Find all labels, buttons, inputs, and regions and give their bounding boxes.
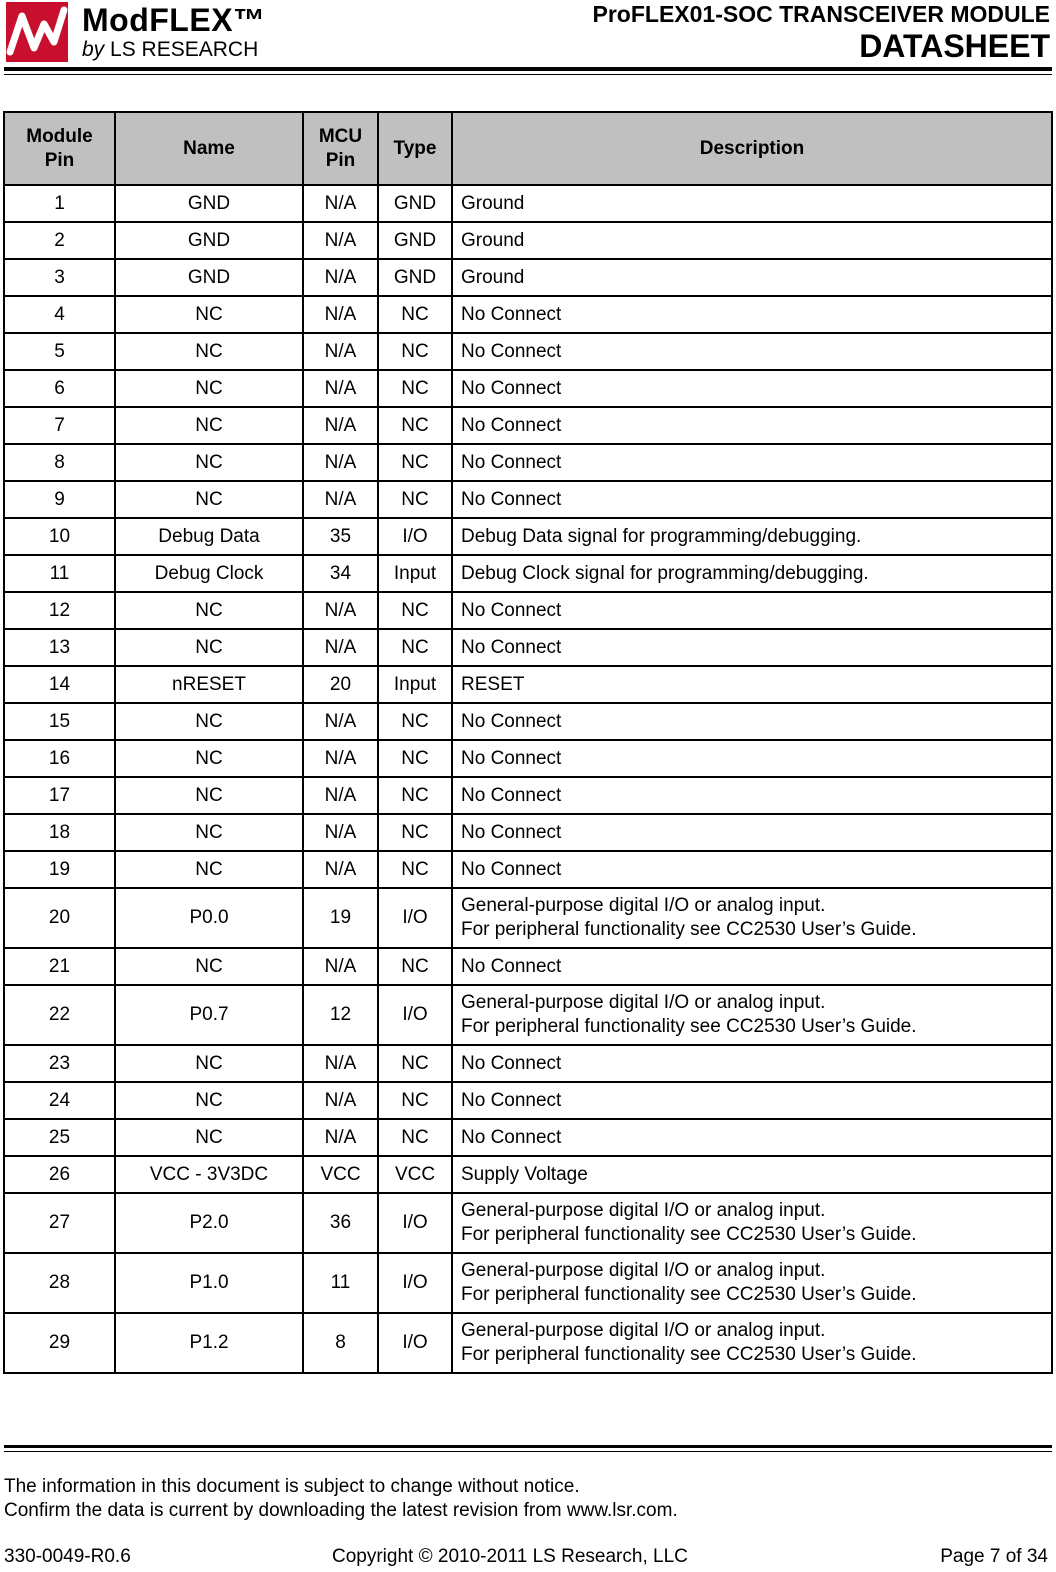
description-line: For peripheral functionality see CC2530 User’s Guide. [461, 1344, 917, 1365]
cell-module-pin: 13 [4, 629, 115, 666]
copyright-notice: Copyright © 2010-2011 LS Research, LLC [332, 1546, 688, 1567]
cell-name: GND [115, 222, 303, 259]
cell-description [452, 481, 1052, 518]
table-row [4, 185, 1052, 222]
cell-description [452, 666, 1052, 703]
table-row [4, 703, 1052, 740]
cell-mcu-pin: N/A [303, 333, 378, 370]
cell-name: NC [115, 740, 303, 777]
document-subtitle: DATASHEET [859, 28, 1050, 64]
cell-mcu-pin: N/A [303, 1082, 378, 1119]
cell-description [452, 444, 1052, 481]
pinout-table-body [4, 185, 1052, 1373]
cell-mcu-pin: VCC [303, 1156, 378, 1193]
description-line: For peripheral functionality see CC2530 User’s Guide. [461, 1016, 917, 1037]
description-line: No Connect [461, 377, 562, 399]
cell-name: GND [115, 259, 303, 296]
description-line: RESET [461, 673, 525, 695]
cell-type: I/O [378, 1253, 452, 1313]
cell-mcu-pin: N/A [303, 851, 378, 888]
description-line: Debug Clock signal for programming/debugging. [461, 562, 869, 584]
cell-module-pin: 3 [4, 259, 115, 296]
table-row [4, 740, 1052, 777]
cell-type: NC [378, 740, 452, 777]
cell-module-pin: 23 [4, 1045, 115, 1082]
logo-brand: ModFLEX™ [82, 2, 266, 38]
document-number: 330-0049-R0.6 [4, 1546, 131, 1567]
cell-type: NC [378, 851, 452, 888]
cell-type: I/O [378, 985, 452, 1045]
description-line: Debug Data signal for programming/debugging. [461, 525, 862, 547]
cell-description [452, 629, 1052, 666]
cell-description [452, 1313, 1052, 1373]
cell-description [452, 888, 1052, 948]
cell-type: Input [378, 555, 452, 592]
table-row [4, 333, 1052, 370]
table-row [4, 1156, 1052, 1193]
cell-mcu-pin: 11 [303, 1253, 378, 1313]
cell-name: VCC - 3V3DC [115, 1156, 303, 1193]
description-line: Supply Voltage [461, 1163, 588, 1185]
cell-name: NC [115, 851, 303, 888]
description-line: General-purpose digital I/O or analog input. [461, 1260, 826, 1281]
cell-mcu-pin: N/A [303, 444, 378, 481]
cell-name: NC [115, 948, 303, 985]
table-row [4, 444, 1052, 481]
description-line: For peripheral functionality see CC2530 User’s Guide. [461, 1284, 917, 1305]
cell-type: NC [378, 592, 452, 629]
cell-module-pin: 21 [4, 948, 115, 985]
cell-description [452, 370, 1052, 407]
cell-module-pin: 12 [4, 592, 115, 629]
cell-description [452, 740, 1052, 777]
cell-mcu-pin: 20 [303, 666, 378, 703]
cell-name: Debug Data [115, 518, 303, 555]
cell-name: NC [115, 1119, 303, 1156]
cell-module-pin: 29 [4, 1313, 115, 1373]
cell-module-pin: 19 [4, 851, 115, 888]
cell-name: NC [115, 1082, 303, 1119]
column-header-module-pin: Module Pin [4, 112, 115, 185]
description-line: No Connect [461, 340, 562, 362]
description-line: No Connect [461, 858, 562, 880]
cell-description [452, 555, 1052, 592]
cell-name: NC [115, 777, 303, 814]
cell-mcu-pin: N/A [303, 370, 378, 407]
cell-name: NC [115, 703, 303, 740]
cell-mcu-pin: N/A [303, 629, 378, 666]
cell-module-pin: 22 [4, 985, 115, 1045]
cell-type: NC [378, 444, 452, 481]
cell-description [452, 777, 1052, 814]
description-line: No Connect [461, 414, 562, 436]
description-line: No Connect [461, 821, 562, 843]
cell-module-pin: 14 [4, 666, 115, 703]
description-line: No Connect [461, 1089, 562, 1111]
cell-description [452, 296, 1052, 333]
table-row [4, 222, 1052, 259]
cell-module-pin: 6 [4, 370, 115, 407]
cell-description [452, 518, 1052, 555]
change-notice [4, 1475, 678, 1523]
cell-module-pin: 16 [4, 740, 115, 777]
cell-description [452, 1082, 1052, 1119]
cell-mcu-pin: 35 [303, 518, 378, 555]
cell-description [452, 814, 1052, 851]
cell-module-pin: 20 [4, 888, 115, 948]
cell-name: NC [115, 333, 303, 370]
cell-type: Input [378, 666, 452, 703]
cell-type: NC [378, 1045, 452, 1082]
description-line: No Connect [461, 451, 562, 473]
cell-type: NC [378, 481, 452, 518]
header-rule-thick [4, 67, 1052, 71]
cell-mcu-pin: N/A [303, 814, 378, 851]
cell-mcu-pin: N/A [303, 185, 378, 222]
table-row [4, 1193, 1052, 1253]
document-title: ProFLEX01-SOC TRANSCEIVER MODULE [592, 1, 1050, 27]
cell-type: NC [378, 333, 452, 370]
description-line: No Connect [461, 1052, 562, 1074]
cell-type: NC [378, 777, 452, 814]
cell-mcu-pin: 12 [303, 985, 378, 1045]
modflex-logo-mark [6, 2, 68, 62]
cell-type: NC [378, 370, 452, 407]
table-row [4, 851, 1052, 888]
description-line: No Connect [461, 710, 562, 732]
cell-module-pin: 17 [4, 777, 115, 814]
description-line: No Connect [461, 784, 562, 806]
table-row [4, 814, 1052, 851]
logo-subtitle [82, 38, 258, 62]
table-row [4, 259, 1052, 296]
cell-mcu-pin: N/A [303, 1045, 378, 1082]
cell-mcu-pin: 36 [303, 1193, 378, 1253]
cell-name: nRESET [115, 666, 303, 703]
cell-module-pin: 11 [4, 555, 115, 592]
table-header-row [4, 112, 1052, 185]
description-line: General-purpose digital I/O or analog input. [461, 992, 826, 1013]
cell-mcu-pin: N/A [303, 481, 378, 518]
table-row [4, 666, 1052, 703]
cell-description [452, 1193, 1052, 1253]
cell-name: NC [115, 370, 303, 407]
cell-mcu-pin: 8 [303, 1313, 378, 1373]
cell-type: NC [378, 814, 452, 851]
cell-mcu-pin: N/A [303, 296, 378, 333]
cell-type: NC [378, 296, 452, 333]
description-line: General-purpose digital I/O or analog input. [461, 895, 826, 916]
description-line: No Connect [461, 955, 562, 977]
cell-type: I/O [378, 518, 452, 555]
modflex-logo [6, 2, 286, 64]
cell-module-pin: 15 [4, 703, 115, 740]
description-line: No Connect [461, 636, 562, 658]
cell-module-pin: 24 [4, 1082, 115, 1119]
description-line: For peripheral functionality see CC2530 User’s Guide. [461, 1224, 917, 1245]
cell-name: GND [115, 185, 303, 222]
logo-company: LS RESEARCH [110, 38, 259, 61]
table-row [4, 481, 1052, 518]
document-title-block [593, 0, 1051, 64]
table-row [4, 1045, 1052, 1082]
description-line: Ground [461, 229, 525, 251]
cell-module-pin: 25 [4, 1119, 115, 1156]
table-row [4, 888, 1052, 948]
cell-mcu-pin: N/A [303, 592, 378, 629]
cell-type: I/O [378, 888, 452, 948]
cell-module-pin: 4 [4, 296, 115, 333]
cell-name: NC [115, 444, 303, 481]
cell-name: NC [115, 592, 303, 629]
cell-module-pin: 5 [4, 333, 115, 370]
pinout-table [3, 111, 1053, 1374]
cell-name: NC [115, 1045, 303, 1082]
logo-by: by [82, 38, 105, 61]
cell-module-pin: 18 [4, 814, 115, 851]
cell-name: NC [115, 296, 303, 333]
cell-mcu-pin: N/A [303, 703, 378, 740]
cell-mcu-pin: 19 [303, 888, 378, 948]
description-line: For peripheral functionality see CC2530 User’s Guide. [461, 919, 917, 940]
cell-type: NC [378, 1119, 452, 1156]
cell-module-pin: 8 [4, 444, 115, 481]
footer-rule-thick [4, 1445, 1052, 1448]
description-line: No Connect [461, 488, 562, 510]
cell-name: P0.0 [115, 888, 303, 948]
cell-description [452, 259, 1052, 296]
cell-mcu-pin: N/A [303, 222, 378, 259]
column-header-description: Description [452, 112, 1052, 185]
table-row [4, 518, 1052, 555]
cell-type: NC [378, 703, 452, 740]
cell-type: GND [378, 185, 452, 222]
table-row [4, 1082, 1052, 1119]
table-row [4, 407, 1052, 444]
page-number: Page 7 of 34 [940, 1546, 1048, 1567]
description-line: General-purpose digital I/O or analog input. [461, 1200, 826, 1221]
description-line: No Connect [461, 599, 562, 621]
description-line: Ground [461, 192, 525, 214]
description-line: No Connect [461, 1126, 562, 1148]
cell-description [452, 985, 1052, 1045]
table-row [4, 1119, 1052, 1156]
cell-name: NC [115, 629, 303, 666]
cell-module-pin: 27 [4, 1193, 115, 1253]
cell-name: Debug Clock [115, 555, 303, 592]
cell-name: NC [115, 814, 303, 851]
table-row [4, 985, 1052, 1045]
cell-mcu-pin: N/A [303, 777, 378, 814]
cell-module-pin: 28 [4, 1253, 115, 1313]
cell-name: P0.7 [115, 985, 303, 1045]
table-row [4, 370, 1052, 407]
description-line: General-purpose digital I/O or analog input. [461, 1320, 826, 1341]
cell-type: I/O [378, 1193, 452, 1253]
cell-description [452, 1119, 1052, 1156]
cell-description [452, 592, 1052, 629]
cell-description [452, 851, 1052, 888]
cell-name: NC [115, 481, 303, 518]
cell-description [452, 222, 1052, 259]
table-row [4, 948, 1052, 985]
cell-type: NC [378, 407, 452, 444]
cell-module-pin: 2 [4, 222, 115, 259]
cell-module-pin: 10 [4, 518, 115, 555]
cell-mcu-pin: N/A [303, 1119, 378, 1156]
cell-type: GND [378, 259, 452, 296]
cell-module-pin: 1 [4, 185, 115, 222]
cell-name: P1.0 [115, 1253, 303, 1313]
cell-module-pin: 26 [4, 1156, 115, 1193]
footer-rule-thin [4, 1451, 1052, 1452]
cell-description [452, 1156, 1052, 1193]
cell-type: NC [378, 1082, 452, 1119]
cell-type: I/O [378, 1313, 452, 1373]
cell-description [452, 1045, 1052, 1082]
table-row [4, 296, 1052, 333]
column-header-type: Type [378, 112, 452, 185]
notice-line-2: Confirm the data is current by downloading the latest revision from www.lsr.com. [4, 1500, 678, 1521]
column-header-name: Name [115, 112, 303, 185]
notice-line-1: The information in this document is subject to change without notice. [4, 1476, 580, 1497]
cell-description [452, 333, 1052, 370]
description-line: No Connect [461, 747, 562, 769]
cell-mcu-pin: N/A [303, 407, 378, 444]
cell-description [452, 1253, 1052, 1313]
cell-name: NC [115, 407, 303, 444]
cell-type: NC [378, 948, 452, 985]
cell-description [452, 703, 1052, 740]
table-row [4, 777, 1052, 814]
table-row [4, 629, 1052, 666]
cell-description [452, 185, 1052, 222]
table-row [4, 555, 1052, 592]
cell-mcu-pin: N/A [303, 259, 378, 296]
table-row [4, 592, 1052, 629]
cell-type: NC [378, 629, 452, 666]
cell-description [452, 948, 1052, 985]
cell-module-pin: 9 [4, 481, 115, 518]
description-line: No Connect [461, 303, 562, 325]
cell-name: P2.0 [115, 1193, 303, 1253]
page-footer [4, 1545, 1048, 1569]
header-rule-thin [4, 74, 1052, 75]
table-row [4, 1253, 1052, 1313]
column-header-mcu-pin: MCU Pin [303, 112, 378, 185]
cell-name: P1.2 [115, 1313, 303, 1373]
cell-mcu-pin: N/A [303, 948, 378, 985]
description-line: Ground [461, 266, 525, 288]
cell-description [452, 407, 1052, 444]
cell-mcu-pin: 34 [303, 555, 378, 592]
cell-type: GND [378, 222, 452, 259]
cell-type: VCC [378, 1156, 452, 1193]
cell-mcu-pin: N/A [303, 740, 378, 777]
cell-module-pin: 7 [4, 407, 115, 444]
table-row [4, 1313, 1052, 1373]
